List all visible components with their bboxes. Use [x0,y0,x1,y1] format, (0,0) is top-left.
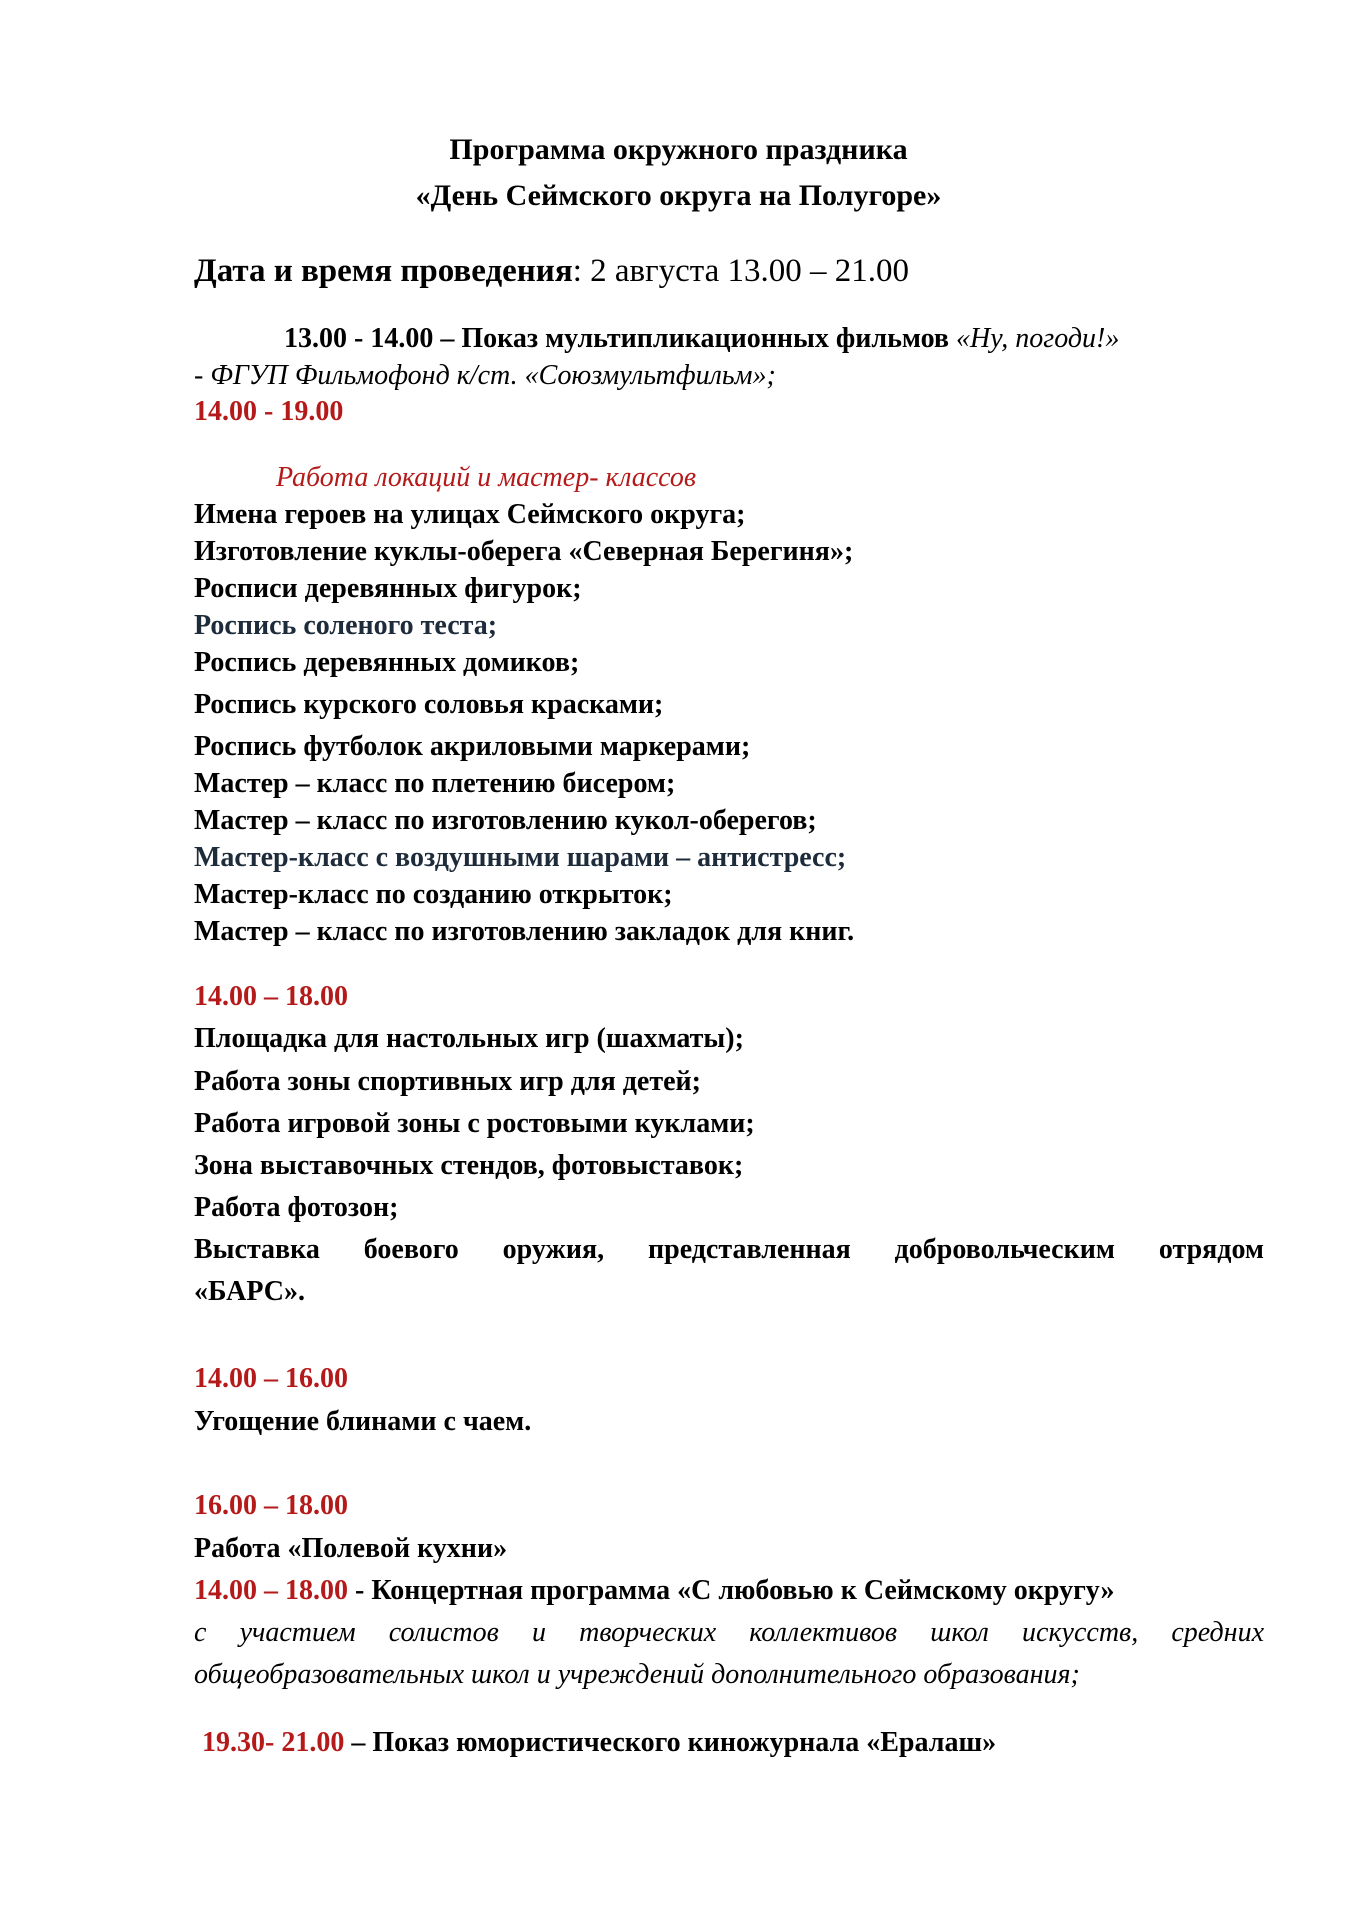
pancakes-text: Угощение блинами с чаем. [194,1406,532,1437]
page-title-line-1: Программа окружного праздника [449,133,908,166]
games-item: Зона выставочных стендов, фотовыставок; [194,1150,744,1181]
workshop-item: Мастер – класс по изготовлению закладок для книг. [194,916,855,947]
workshop-item: Роспись деревянных домиков; [194,647,580,678]
event-date [194,251,909,291]
yeralash-text: – Показ юмористического киножурнала «Ералаш» [344,1727,997,1758]
workshop-item: Имена героев на улицах Сеймского округа; [194,499,746,530]
games-item: Работа фотозон; [194,1192,399,1223]
workshop-item: Мастер – класс по изготовлению кукол-оберегов; [194,805,817,836]
concert-detail-line-2: общеобразовательных школ и учреждений дополнительного образования; [194,1659,1080,1690]
event-date-label: Дата и время проведения [194,253,573,289]
page-title-line-2: «День Сеймского округа на Полугоре» [415,179,942,212]
cartoons-line [284,322,1119,356]
workshop-item: Росписи деревянных фигурок; [194,573,582,604]
cartoons-film: «Ну, погоди!» [956,323,1120,354]
exhibition-line-1: Выставка боевого оружия, представленная добровольческим отрядом [194,1234,1264,1265]
workshop-item: Роспись соленого теста; [194,610,498,641]
pancakes-time: 14.00 – 16.00 [194,1363,348,1394]
games-item: Работа игровой зоны с ростовыми куклами; [194,1108,755,1139]
concert-time: 14.00 – 18.00 [194,1575,348,1606]
concert-detail-line-1: с участием солистов и творческих коллективов школ искусств, средних [194,1617,1264,1648]
games-item: Работа зоны спортивных игр для детей; [194,1066,701,1097]
games-time: 14.00 – 18.00 [194,981,348,1012]
workshops-time: 14.00 - 19.00 [194,396,344,427]
kitchen-text: Работа «Полевой кухни» [194,1533,508,1564]
yeralash-time: 19.30- 21.00 [202,1727,345,1758]
workshop-item: Роспись футболок акриловыми маркерами; [194,731,751,762]
workshop-item: Мастер-класс по созданию открыток; [194,879,673,910]
workshop-item: Роспись курского соловья красками; [194,689,664,720]
cartoons-time: 13.00 - 14.00 [284,323,434,354]
workshop-item: Изготовление куклы-оберега «Северная Берегиня»; [194,536,854,567]
cartoons-text: – Показ мультипликационных фильмов [433,323,957,354]
workshop-item: Мастер-класс с воздушными шарами – антистресс; [194,842,847,873]
exhibition-line-2: «БАРС». [194,1276,306,1307]
yeralash-line [202,1726,996,1760]
cartoons-source: - ФГУП Фильмофонд к/ст. «Союзмультфильм»; [194,360,776,391]
event-date-value: : 2 августа 13.00 – 21.00 [572,253,909,289]
games-item: Площадка для настольных игр (шахматы); [194,1023,744,1054]
workshop-item: Мастер – класс по плетению бисером; [194,768,676,799]
concert-line [194,1574,1115,1608]
kitchen-time: 16.00 – 18.00 [194,1490,348,1521]
workshops-subtitle: Работа локаций и мастер- классов [276,462,697,493]
concert-text: - Концертная программа «С любовью к Сеймскому округу» [348,1575,1115,1606]
